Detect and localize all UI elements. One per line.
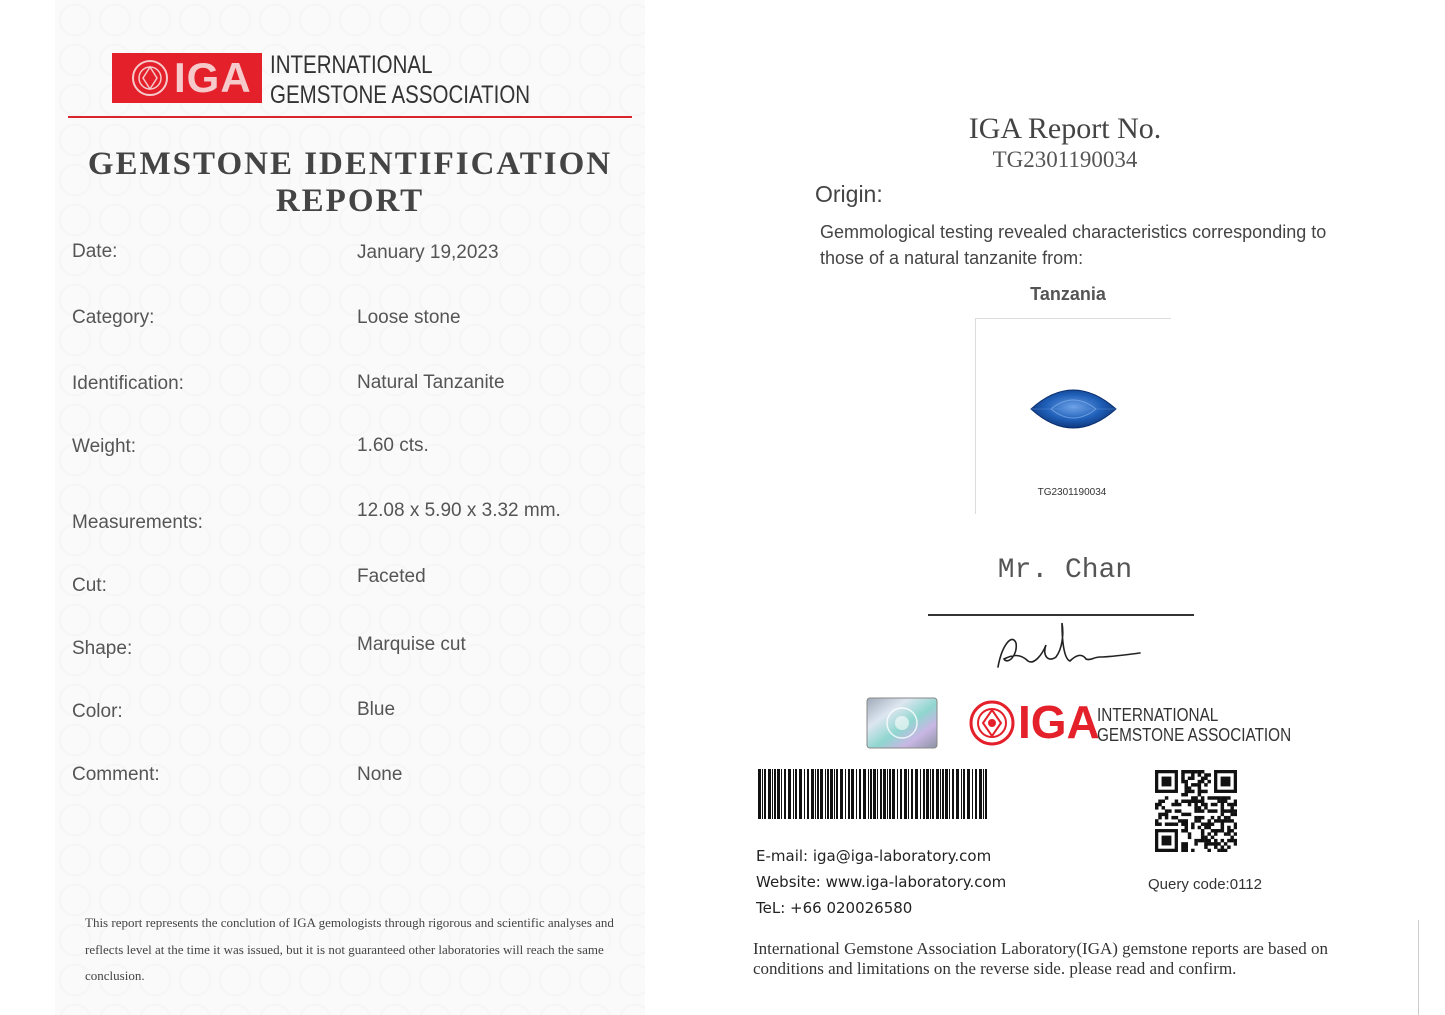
page-edge-line <box>1418 920 1419 1015</box>
logo2-line-1: INTERNATIONAL <box>1097 705 1219 725</box>
field-label-shape: Shape: <box>72 638 133 659</box>
field-label-identification: Identification: <box>72 373 184 394</box>
iga-logo-block <box>112 53 262 103</box>
signer-name: Mr. Chan <box>997 555 1133 586</box>
header-divider <box>68 116 632 118</box>
field-label-measurements: Measurements: <box>72 512 203 533</box>
field-value-category: Loose stone <box>357 307 461 328</box>
logo-line-1: INTERNATIONAL <box>270 51 433 79</box>
origin-text: Gemmological testing revealed characteristics corresponding to those of a natural tanzanite from: <box>820 222 1327 268</box>
field-label-comment: Comment: <box>72 764 160 785</box>
gem-marquise-image <box>976 319 1171 514</box>
field-label-cut: Cut: <box>72 575 107 596</box>
field-label-weight: Weight: <box>72 436 137 457</box>
disclaimer-text: This report represents the conclution of IGA gemologists through rigorous and scientific analyses and reflects level at the time it was issued, but it is not guaranteed other laboratories will reach the same conclusion. <box>85 915 614 983</box>
field-value-shape: Marquise cut <box>357 634 466 655</box>
logo2-line-2: GEMSTONE ASSOCIATION <box>1097 725 1292 745</box>
field-value-date: January 19,2023 <box>357 242 499 263</box>
contact-tel: TeL: +66 020026580 <box>756 899 913 917</box>
logo-line-2: GEMSTONE ASSOCIATION <box>270 81 531 109</box>
hologram-sticker <box>866 697 938 749</box>
field-label-date: Date: <box>72 241 118 262</box>
field-value-comment: None <box>357 764 403 785</box>
iga-logo-words-2 <box>1097 705 1291 745</box>
query-code: Query code:0112 <box>1148 876 1262 893</box>
field-value-identification: Natural Tanzanite <box>357 372 505 393</box>
barcode <box>758 769 991 819</box>
field-label-category: Category: <box>72 307 155 328</box>
iga-seal-icon-red <box>969 700 1015 746</box>
field-value-measurements: 12.08 x 5.90 x 3.32 mm. <box>357 500 561 521</box>
report-title-line-1: GEMSTONE IDENTIFICATION <box>87 146 613 182</box>
field-value-cut: Faceted <box>357 566 426 587</box>
iga-seal-icon <box>130 58 170 98</box>
gem-photo-frame <box>975 318 1171 514</box>
report-number: TG2301190034 <box>992 147 1138 172</box>
origin-country: Tanzania <box>1030 284 1106 304</box>
report-title-line-2: REPORT <box>275 183 425 219</box>
gem-photo-caption: TG2301190034 <box>1037 487 1107 498</box>
field-value-weight: 1.60 cts. <box>357 435 429 456</box>
iga-logo-abbr-red: IGA <box>1018 696 1100 748</box>
field-value-color: Blue <box>357 699 396 720</box>
iga-logo-words <box>270 50 530 110</box>
iga-logo-abbr: IGA <box>174 54 252 101</box>
field-label-color: Color: <box>72 701 123 722</box>
report-number-label: IGA Report No. <box>968 112 1162 145</box>
qr-code <box>1155 770 1237 852</box>
footer-note: International Gemstone Association Laboratory(IGA) gemstone reports are based on conditions and limitations on the reverse side. please read and confirm. <box>753 939 1328 978</box>
contact-website: Website: www.iga-laboratory.com <box>756 873 1007 891</box>
origin-label: Origin: <box>815 181 883 207</box>
contact-email: E-mail: iga@iga-laboratory.com <box>756 847 992 865</box>
handwritten-signature <box>990 615 1150 675</box>
report-title <box>68 146 632 220</box>
